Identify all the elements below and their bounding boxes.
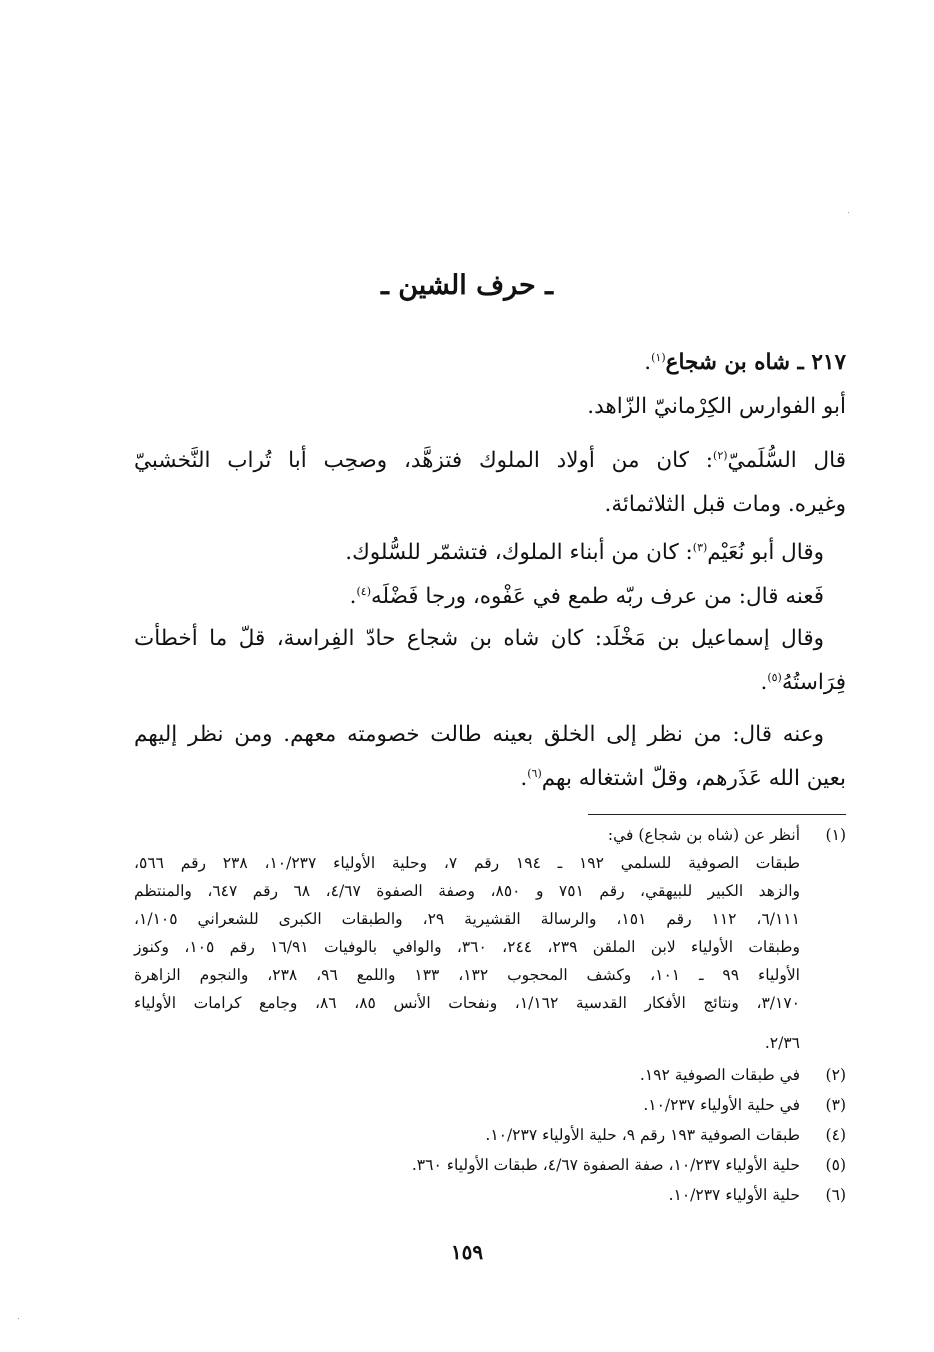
text-segment: فَعنه قال: من عرف ربّه طمع في عَفْوه، ورجا فَضْلَه xyxy=(371,584,824,609)
footnote-ref: (٥) xyxy=(767,670,782,684)
chapter-heading: ـ حرف الشين ـ xyxy=(380,270,554,301)
text-segment: بعين الله عَذَرهم، وقلّ اشتغاله بهم xyxy=(541,766,846,791)
footnote-line: طبقات الصوفية ١٩٣ رقم ٩، حلية الأولياء ١٠/٢٣٧. xyxy=(485,1126,800,1144)
paragraph-line: وقال إسماعيل بن مَخْلَد: كان شاه بن شجاع حادّ الفِراسة، قلّ ما أخطأت xyxy=(134,626,824,651)
footnote-ref: (٢) xyxy=(713,448,728,462)
paragraph-line: وغيره. ومات قبل الثلاثمائة. xyxy=(604,492,846,517)
entry-title: ٢١٧ ـ شاه بن شجاع xyxy=(665,350,846,375)
paragraph-line xyxy=(134,766,846,791)
footnote-divider xyxy=(588,814,846,815)
footnote-line: في طبقات الصوفية ١٩٢. xyxy=(639,1066,800,1084)
paragraph-line xyxy=(134,670,846,695)
text-segment: فِرَاستُهُ xyxy=(781,670,846,695)
footnote-line: الأولياء ٩٩ ـ ١٠١، وكشف المحجوب ١٣٢، ١٣٣ واللمع ٩٦، ٢٣٨، والنجوم الزاهرة xyxy=(134,966,800,984)
punctuation: . xyxy=(349,584,357,609)
entry-name: أبو الفوارس الكِرْمانيّ الزّاهد. xyxy=(587,394,846,419)
paragraph-line xyxy=(134,584,824,609)
paragraph-line: وعنه قال: من نظر إلى الخلق بعينه طالت خصومته معهم. ومن نظر إليهم xyxy=(134,722,824,747)
footnote-line: طبقات الصوفية للسلمي ١٩٢ ـ ١٩٤ رقم ٧، وحلية الأولياء ١٠/٢٣٧، ٢٣٨ رقم ٥٦٦، xyxy=(134,854,800,872)
footnote-line: ٣/١٧٠، ونتائج الأفكار القدسية ١/١٦٢، ونفحات الأنس ٨٥، ٨٦، وجامع كرامات الأولياء xyxy=(134,994,801,1012)
entry-title-line xyxy=(134,350,846,375)
text-segment: وقال أبو نُعَيْم xyxy=(707,540,824,565)
text-segment: : كان من أولاد الملوك فتزهَّد، وصحِب أبا تُراب النَّخشبيّ xyxy=(134,448,714,473)
paragraph-line xyxy=(134,540,824,565)
punctuation: . xyxy=(520,766,528,791)
footnote-line: حلية الأولياء ١٠/٢٣٧. xyxy=(668,1186,800,1204)
footnote-line: حلية الأولياء ١٠/٢٣٧، صفة الصفوة ٤/٦٧، طبقات الأولياء ٣٦٠. xyxy=(411,1156,800,1174)
footnote-line: والزهد الكبير للبيهقي، رقم ٧٥١ و ٨٥٠، وصفة الصفوة ٤/٦٧، ٦٨ رقم ٦٤٧، والمنتظم xyxy=(134,882,800,900)
footnote-line: ٦/١١١، ١١٢ رقم ١٥١، والرسالة القشيرية ٢٩، والطبقات الكبرى للشعراني ١/١٠٥، xyxy=(134,910,800,928)
text-segment: : كان من أبناء الملوك، فتشمّر للسُّلوك. xyxy=(345,540,693,565)
footnote-ref: (١) xyxy=(651,350,666,364)
footnote-line: ٢/٣٦. xyxy=(764,1034,800,1052)
footnote-number: (٤) xyxy=(825,1126,846,1144)
footnote-ref: (٦) xyxy=(527,766,542,780)
footnote-line: أنظر عن (شاه بن شجاع) في: xyxy=(607,826,800,844)
footnote-ref: (٤) xyxy=(356,584,371,598)
footnote-number: (١) xyxy=(825,826,846,844)
footnote-line: في حلية الأولياء ١٠/٢٣٧. xyxy=(643,1096,800,1114)
scan-speck xyxy=(848,212,849,213)
paragraph-line xyxy=(134,448,846,473)
text-segment: قال السُّلَميّ xyxy=(727,448,846,473)
footnote-ref: (٣) xyxy=(692,540,708,554)
footnote-number: (٥) xyxy=(825,1156,846,1174)
punctuation: . xyxy=(760,670,768,695)
footnote-number: (٦) xyxy=(825,1186,846,1204)
page-number: ١٥٩ xyxy=(450,1240,484,1264)
footnote-line: وطبقات الأولياء لابن الملقن ٢٣٩، ٢٤٤، ٣٦٠، والوافي بالوفيات ١٦/٩١ رقم ١٠٥، وكنوز xyxy=(134,938,800,956)
footnote-number: (٢) xyxy=(825,1066,846,1084)
punctuation: . xyxy=(644,350,652,375)
scan-speck xyxy=(18,1318,19,1319)
footnote-number: (٣) xyxy=(825,1096,846,1114)
